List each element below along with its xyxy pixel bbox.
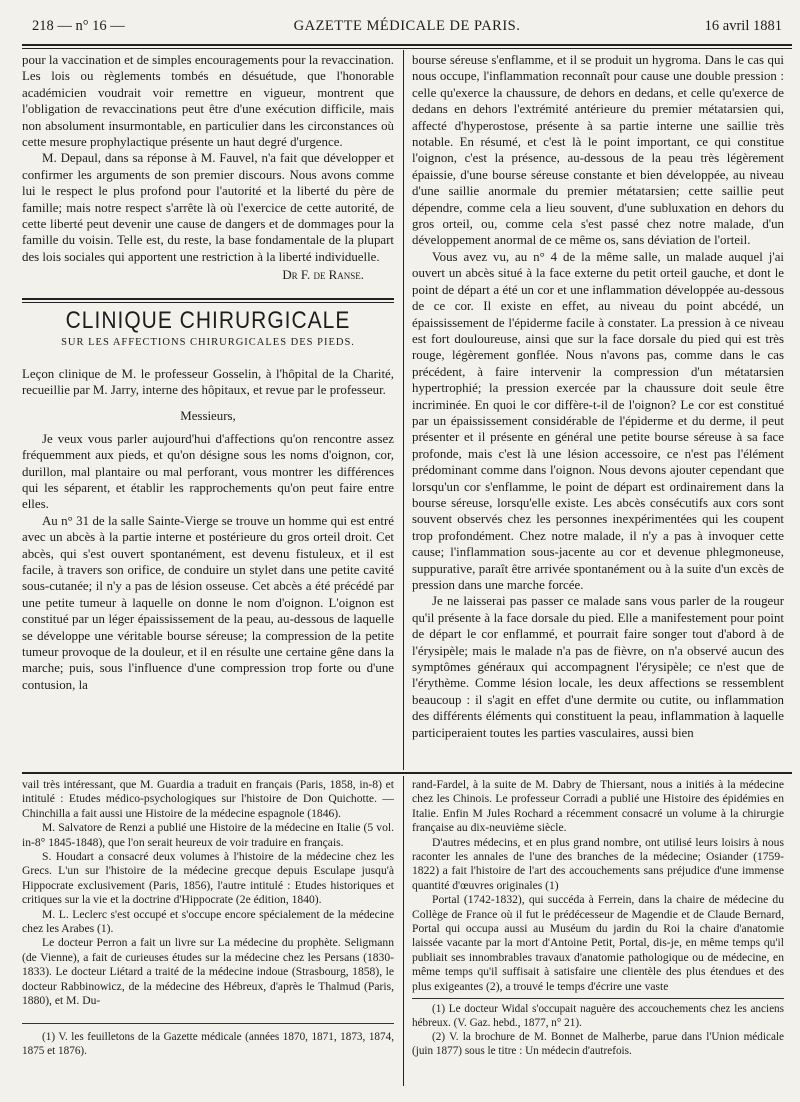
right-column xyxy=(412,52,784,768)
paragraph: pour la vaccination et de simples encouragements pour la revaccination. Les lois ou règlements tombés en désuétude, que l'honorable académicien voudrait voir remettre en vigueur, montrent que l'obligation de revaccinations peut être d'une exécution difficile, mais non absolument insurmontable, en particulier dans les circonstances où cette mesure prophylactique présente un haut degré d'urgence. xyxy=(22,53,394,150)
paragraph: Le docteur Perron a fait un livre sur La médecine du prophète. Seligmann (de Vienne), a fait de curieuses études sur la médecine chez les Persans (1830-1833). Le docteur Liétard a traité de la médecine indoue (Strasbourg, 1858), le docteur Rabbinowicz, de la médecine des Hébreux, d'après le Thalmud (Paris, 1880), et M. Du- xyxy=(22,936,394,1008)
column-divider xyxy=(403,50,404,770)
paragraph: Je ne laisserai pas passer ce malade sans vous parler de la rougeur qu'il présente à la face dorsale du pied. Elle a manifestement pour point de départ le cor enflammé, et pourrait faire songer tout d'abord à de l'érysipèle; mais le malade n'a pas de fièvre, on n'a observé aucun des symptômes généraux qui accompagnent l'érysipèle; ce n'est que de l'érythème. Comme lésion locale, les deux affections se ressemblent beaucoup : il s'agit en effet d'une dermite ou cutite, ou inflammation des différents éléments qui constituent la peau, inflammation à laquelle participeraient toutes les parties vasculaires, aussi bien xyxy=(412,594,784,740)
paragraph: Je veux vous parler aujourd'hui d'affections qu'on rencontre assez fréquemment aux pieds, et qu'on désigne sous les noms d'oignon, cor, durillon, mal plantaire ou mal perforant, vous montrer les différences qui les séparent, et établir les rapprochements qu'on peut faire entre elles. xyxy=(22,431,394,512)
footnote-rule xyxy=(412,998,784,999)
section-subtitle: SUR LES AFFECTIONS CHIRURGICALES DES PIEDS. xyxy=(61,337,355,349)
issue-date: 16 avril 1881 xyxy=(704,18,782,34)
paragraph: M. L. Leclerc s'est occupé et s'occupe encore spécialement de la médecine chez les Arabes (1). xyxy=(22,907,394,936)
paragraph: Vous avez vu, au n° 4 de la même salle, un malade auquel j'ai ouvert un abcès situé à la face externe du petit orteil gauche, et dont le point de départ a été un cor et une inflammation développée au-dessous de ce cor. Il existe en effet, au niveau du point abcédé, un épaississement de l'épiderme facile à constater. La pression à ce niveau est fort douloureuse, ainsi que sur la face dorsale du pied qui est très rouge, légèrement gonflée. Nous n'avons pas, comme dans le cas précédent, à faire intervenir la compression d'un métatarsien hypertrophié; la pression exercée par la chaussure doit seule être incriminée. En quoi le cor diffère-t-il de l'oignon? Le cor est constitué par un épaississement considérable de l'épiderme et du derme, il peut présenter et il présente en général une petite bourse séreuse à sa face profonde, mais c'est là une lésion accessoire, ce n'est pas l'élément prédominant comme dans l'oignon. Nous devons ajouter cependant que lorsqu'un cor s'enflamme, le point de départ est ordinairement dans la bourse séreuse, lorsqu'elle existe. Les abcès consécutifs aux cors sont souvent observés chez les personnes inexpérimentées qui les coupent trop profondément. Chez notre malade, il n'y a pas à invoquer cette cause; l'inflammation sous-jacente au cor et devenue phlegmoneuse, suppurative, paraît être arrivée spontanément ou à la suite d'un excès de pression dans une marche forcée. xyxy=(412,249,784,592)
paragraph: bourse séreuse s'enflamme, et il se produit un hygroma. Dans le cas qui nous occupe, l'inflammation reconnaît pour cause une double pression : celle qu'exerce la chaussure, de dehors en dedans, et celle qu'exerce de dedans en dehors l'extrémité antérieure du premier métatarsien qui, affecté d'hyperostose, présente à sa partie interne une saillie très notable. En résumé, et c'est là le point important, ce qui constitue l'oignon, c'est la présence, au-dessous de la peau très légèrement épaissie, d'une bourse séreuse constante et bien développée, au niveau d'une saillie anormale du premier métatarsien; cette saillie peut dépendre, comme cela a lieu souvent, d'une subluxation en dehors du gros orteil, ou, comme cela s'est passé chez notre malade, d'un développement anormal de ce même os, sans déviation de l'orteil. xyxy=(412,53,784,248)
feuilleton-rule xyxy=(22,772,792,774)
feuilleton-left xyxy=(22,778,394,1096)
journal-title: GAZETTE MÉDICALE DE PARIS. xyxy=(293,18,521,34)
salutation: Messieurs, xyxy=(180,409,236,424)
page-header xyxy=(32,18,782,40)
paragraph: vail très intéressant, que M. Guardia a traduit en français (Paris, 1858, in-8) et intitulé : Etudes médico-psychologiques sur l'histoire de Don Quichotte. — Chinchilla a fait aussi une Histoire de la médecine espagnole (1846). xyxy=(22,778,394,820)
footnote: (2) V. la brochure de M. Bonnet de Malherbe, parue dans l'Union médicale (juin 1877) sous le titre : Un médecin d'autrefois. xyxy=(412,1031,784,1058)
header-rule xyxy=(22,44,792,46)
paragraph: M. Salvatore de Renzi a publié une Histoire de la médecine en Italie (5 vol. in-8° 1845-1848), que l'on serait heureux de voir traduire en français. xyxy=(22,821,394,849)
paragraph: rand-Fardel, à la suite de M. Dabry de Thiersant, nous a initiés à la médecine chez les Chinois. Le professeur Corradi a publié une Histoire des épidémies en Italie. Enfin M Jules Rochard a récemment consacré un volume à la chirurgie française au dix-neuvième siècle. xyxy=(412,778,784,835)
feuilleton-divider xyxy=(403,776,404,1086)
left-column xyxy=(22,52,394,768)
footnote: (1) Le docteur Widal s'occupait naguère des accouchements chez les anciens hébreux. (V. Gaz. hebd., 1877, n° 21). xyxy=(412,1003,784,1030)
lecture-intro: Leçon clinique de M. le professeur Gosselin, à l'hôpital de la Charité, recueillie par M. Jarry, interne des hôpitaux, et revue par le professeur. xyxy=(22,366,394,397)
footnote-rule xyxy=(22,1023,394,1024)
header-rule-thin xyxy=(22,48,792,49)
page-number: 218 — n° 16 — xyxy=(32,18,125,34)
paragraph: Portal (1742-1832), qui succéda à Ferrein, dans la chaire de médecine du Collège de France où il fut le prédécesseur de Magendie et de Claude Bernard, Portal qui occupa aussi au Muséum du jardin du Roi la chaire d'anatomie laissée vacante par la mort d'Antoine Petit, Portal, dis-je, en même temps qu'il publiait ses innombrables travaux d'anatomie pathologique ou de médecine, en même temps qu'il suffisait à satisfaire une clientèle des plus étendues et des plus exigeantes (2), a trouvé le temps d'écrire une vaste xyxy=(412,893,784,993)
paragraph: Au n° 31 de la salle Sainte-Vierge se trouve un homme qui est entré avec un abcès à la partie interne et postérieure du gros orteil droit. Cet abcès, qui s'est ouvert spontanément, est devenu fistuleux, et il est facile, à travers son orifice, de conduire un stylet dans une petite cavité sous-cutanée; il n'y a pas de lésion osseuse. Cet abcès a été précédé par une petite tumeur à laquelle on donne le nom d'oignon. L'oignon est constitué par un léger épaississement de la peau, au-dessous de laquelle se développe une véritable bourse séreuse; la compression de la petite tumeur provoque de la douleur, et il en résulte une certaine gêne dans la marche; puis, sous l'influence d'une compression trop forte ou d'une contusion, la xyxy=(22,513,394,692)
signature: Dr F. de Ranse. xyxy=(282,268,364,283)
section-rule xyxy=(22,298,394,303)
feuilleton-right xyxy=(412,778,784,1096)
paragraph: S. Houdart a consacré deux volumes à l'histoire de la médecine chez les Grecs. L'un sur l'histoire de la médecine grecque depuis Esculape jusqu'à Hippocrate exclusivement (Paris, 1856), l'autre intitulé : Etudes historiques et critiques sur la vie et la doctrine d'Hippocrate (2e édition, 1840). xyxy=(22,850,394,907)
paragraph: D'autres médecins, et en plus grand nombre, ont utilisé leurs loisirs à nous raconter les annales de l'une des branches de la médecine; Osiander (1759-1822) a fait l'histoire de l'art des accouchements sans préjudice d'une immense quantité d'œuvres originales (1) xyxy=(412,835,784,892)
section-title: CLINIQUE CHIRURGICALE xyxy=(65,306,351,334)
footnote: (1) V. les feuilletons de la Gazette médicale (années 1870, 1871, 1873, 1874, 1875 et 1876). xyxy=(22,1030,394,1057)
paragraph: M. Depaul, dans sa réponse à M. Fauvel, n'a fait que développer et confirmer les arguments de son premier discours. Nous avons comme lui le respect le plus profond pour l'autorité et la liberté du père de famille; mais notre respect s'arrête là où l'exercice de cette autorité, de cette liberté peut devenir une cause de dangers et de dommages pour la famille du voisin. Telle est, du reste, la base fondamentale de la plupart des lois sociales qui apportent une restriction à la liberté individuelle. xyxy=(22,151,394,264)
